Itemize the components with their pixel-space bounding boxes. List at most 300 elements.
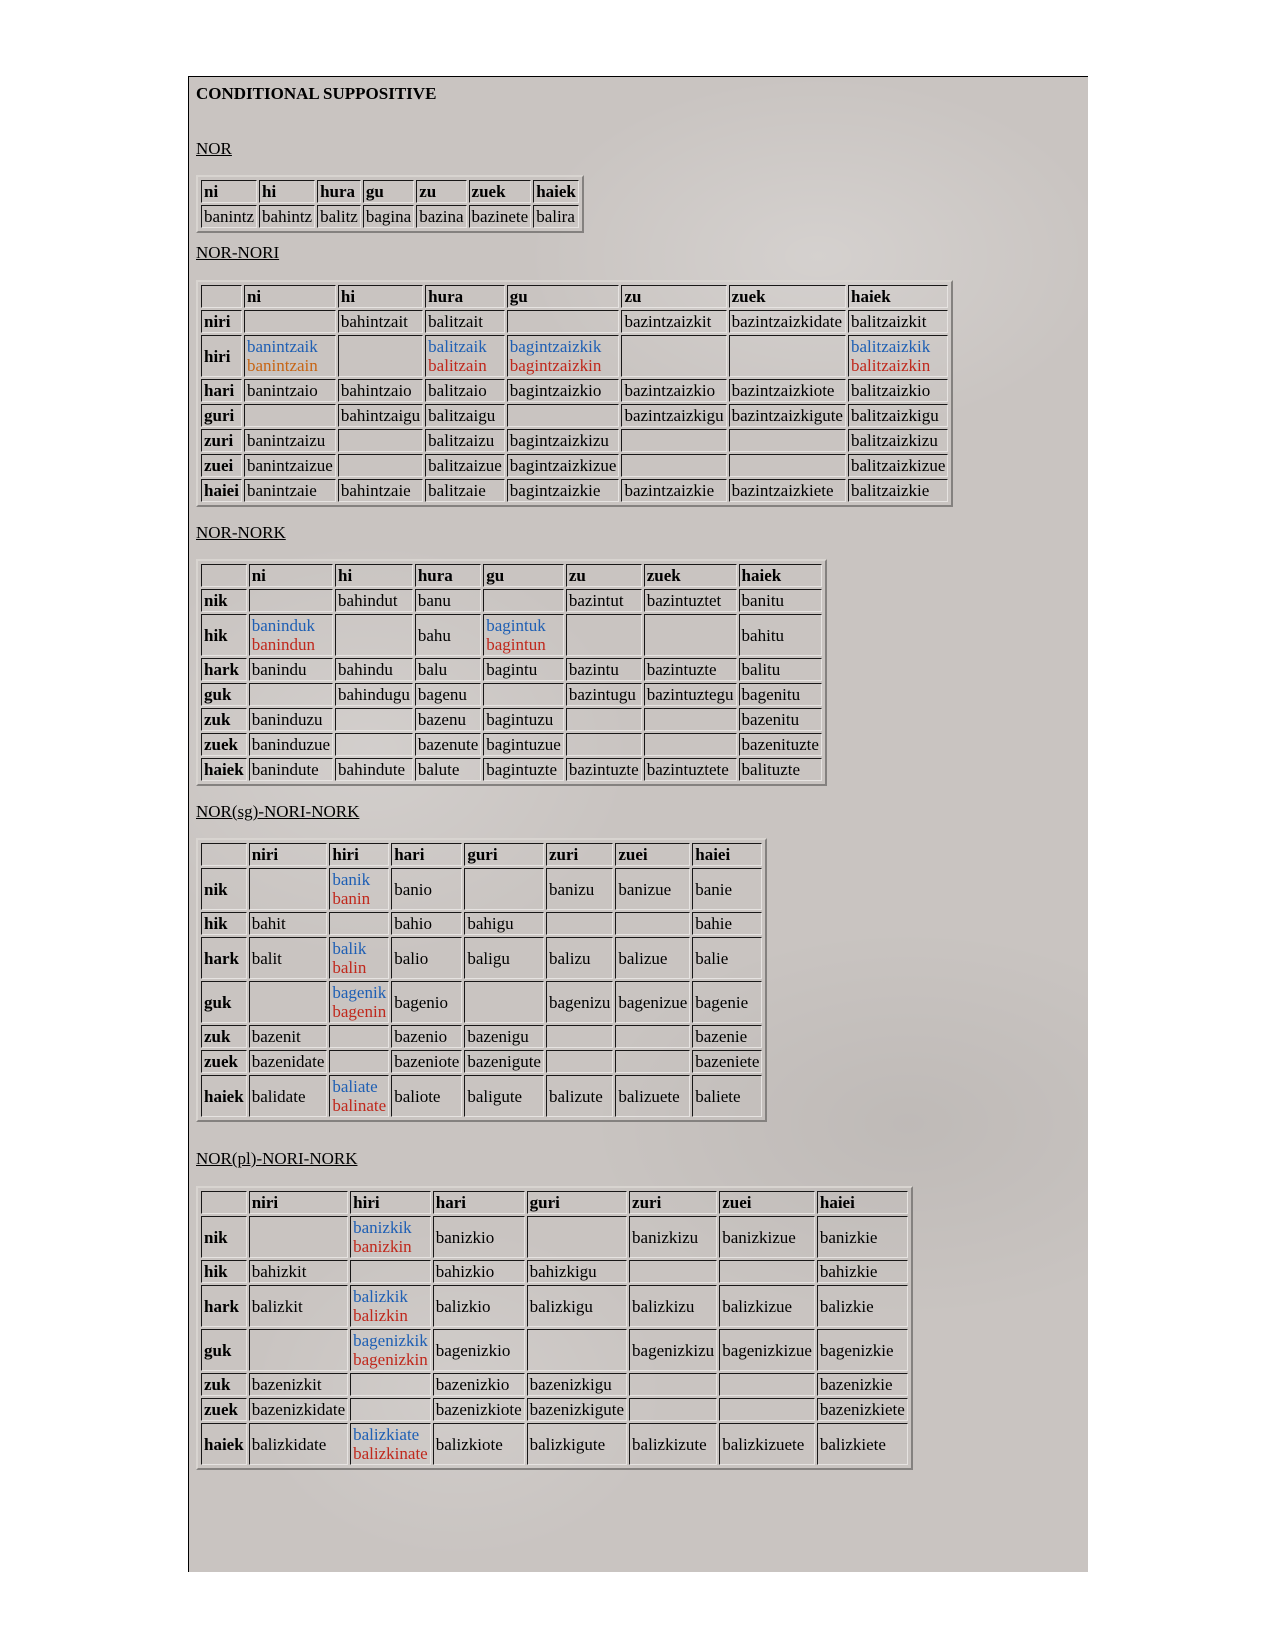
row-header: zuek — [201, 1398, 247, 1421]
table-cell: bagintuzte — [483, 758, 564, 781]
feminine-form: bagenin — [332, 1002, 387, 1021]
table-cell-allocutive — [350, 1423, 431, 1465]
column-header: hi — [259, 180, 315, 203]
row-header: haiek — [201, 1075, 247, 1117]
table-cell: banindute — [249, 758, 333, 781]
table-cell: balizkit — [249, 1285, 348, 1327]
table-cell: baninduzue — [249, 733, 333, 756]
table-cell-allocutive — [483, 614, 564, 656]
masculine-form: baliate — [332, 1077, 378, 1096]
column-header: hura — [317, 180, 361, 203]
row-header: hik — [201, 1260, 247, 1283]
table-cell: bazenizkit — [249, 1373, 348, 1396]
empty-cell — [566, 733, 642, 756]
row-header: zuek — [201, 733, 247, 756]
empty-cell — [249, 1216, 348, 1258]
table-cell: bazintuzte — [566, 758, 642, 781]
table-header — [201, 843, 762, 866]
column-header: gu — [363, 180, 414, 203]
feminine-form: bagintun — [486, 635, 546, 654]
empty-cell — [244, 310, 336, 333]
column-header: zuek — [644, 564, 737, 587]
table-cell: bagenie — [692, 981, 762, 1023]
table-cell: balitzait — [425, 310, 505, 333]
table-cell: balizkizute — [629, 1423, 717, 1465]
table-cell: bazeniete — [692, 1050, 762, 1073]
table-cell: bagintuzue — [483, 733, 564, 756]
empty-cell — [329, 912, 389, 935]
column-header: guri — [464, 843, 544, 866]
table-cell: baligu — [464, 937, 544, 979]
table-cell: balitzaizue — [425, 454, 505, 477]
table-row — [201, 1285, 908, 1327]
table-cell: bazenie — [692, 1025, 762, 1048]
table-cell: bazenizkiete — [817, 1398, 908, 1421]
table-cell: banintzaizu — [244, 429, 336, 452]
table-cell: bazintuztet — [644, 589, 737, 612]
table-row — [201, 1216, 908, 1258]
table-row — [201, 1423, 908, 1465]
table-cell: bagenizkizu — [629, 1329, 717, 1371]
table-cell: balitzaizkizue — [848, 454, 948, 477]
table-row — [201, 1329, 908, 1371]
empty-cell — [621, 335, 726, 377]
empty-cell — [249, 981, 328, 1023]
table-row — [201, 335, 948, 377]
table-cell: balizkizue — [719, 1285, 815, 1327]
column-header: ni — [244, 285, 336, 308]
row-header: nik — [201, 1216, 247, 1258]
table-cell: bahizkit — [249, 1260, 348, 1283]
table-cell: bazintzaizkio — [621, 379, 726, 402]
table-row — [201, 379, 948, 402]
table-row — [201, 454, 948, 477]
table-cell: bazenizkidate — [249, 1398, 348, 1421]
table-cell: baligute — [464, 1075, 544, 1117]
column-header: haiek — [739, 564, 822, 587]
table-cell: bazeniote — [391, 1050, 462, 1073]
table-cell: balizkie — [817, 1285, 908, 1327]
table-cell: balizkizuete — [719, 1423, 815, 1465]
table-cell: balizu — [546, 937, 613, 979]
empty-cell — [729, 429, 846, 452]
table-cell-allocutive — [329, 937, 389, 979]
table-cell: bazintzaizkie — [621, 479, 726, 502]
table-cell: balira — [533, 205, 579, 228]
table-row — [201, 310, 948, 333]
column-header: haiek — [533, 180, 579, 203]
table-header — [201, 564, 822, 587]
table-cell: balizkiote — [433, 1423, 525, 1465]
table-cell: banizkie — [817, 1216, 908, 1258]
row-header: guk — [201, 981, 247, 1023]
table-cell: bahio — [391, 912, 462, 935]
column-header: zuek — [469, 180, 532, 203]
table-cell: bagintzaizkizue — [507, 454, 620, 477]
empty-cell — [464, 981, 544, 1023]
table-cell: bazenizkie — [817, 1373, 908, 1396]
table-cell: bahintzaie — [338, 479, 423, 502]
table-row — [201, 1260, 908, 1283]
table-cell: bahigu — [464, 912, 544, 935]
row-header: niri — [201, 310, 242, 333]
column-header: zu — [621, 285, 726, 308]
table-header — [201, 1191, 908, 1214]
column-header: ni — [201, 180, 257, 203]
table-cell: bazenio — [391, 1025, 462, 1048]
column-header: gu — [507, 285, 620, 308]
empty-cell — [249, 868, 328, 910]
row-header: guk — [201, 683, 247, 706]
masculine-form: balizkiate — [353, 1425, 420, 1444]
masculine-form: banizkik — [353, 1218, 412, 1237]
table-cell: baliote — [391, 1075, 462, 1117]
empty-cell — [527, 1216, 627, 1258]
table-cell: banu — [415, 589, 481, 612]
empty-cell — [249, 683, 333, 706]
table-cell: bazenizkiote — [433, 1398, 525, 1421]
feminine-form: banintzain — [246, 356, 318, 375]
column-header: hiri — [329, 843, 389, 866]
table-cell: bagintzaizkizu — [507, 429, 620, 452]
table-cell: bahintzaigu — [338, 404, 423, 427]
empty-cell — [329, 1050, 389, 1073]
table-row — [201, 981, 762, 1023]
table-cell: balidate — [249, 1075, 328, 1117]
table-body — [201, 589, 822, 781]
empty-cell — [483, 683, 564, 706]
table-cell: balitzaizkizu — [848, 429, 948, 452]
column-header: zuei — [719, 1191, 815, 1214]
table-row — [201, 868, 762, 910]
masculine-form: balitzaik — [428, 337, 487, 356]
table-cell: bagenizu — [546, 981, 613, 1023]
empty-cell — [335, 733, 413, 756]
table-cell: banintzaio — [244, 379, 336, 402]
table-cell: bazenizkigute — [527, 1398, 627, 1421]
table-cell-allocutive — [329, 981, 389, 1023]
table-cell: bazintugu — [566, 683, 642, 706]
corner-cell — [201, 1191, 247, 1214]
table-cell: bazenituzte — [739, 733, 822, 756]
empty-cell — [329, 1025, 389, 1048]
table-cell-allocutive — [329, 868, 389, 910]
table-cell: bazintzaizkiote — [729, 379, 846, 402]
nor-sg-nori-nork-table — [196, 838, 767, 1122]
table-cell: bazinete — [469, 205, 532, 228]
table-cell: balu — [415, 658, 481, 681]
header-row — [201, 180, 579, 203]
header-row — [201, 1191, 908, 1214]
feminine-form: balitzaizkin — [850, 356, 931, 375]
empty-cell — [566, 614, 642, 656]
table-cell: balitu — [739, 658, 822, 681]
table-cell: balit — [249, 937, 328, 979]
nor-nork-table — [196, 559, 827, 786]
table-cell-allocutive — [350, 1285, 431, 1327]
table-cell: bazina — [416, 205, 466, 228]
empty-cell — [350, 1398, 431, 1421]
row-header: zuk — [201, 708, 247, 731]
row-header: haiek — [201, 758, 247, 781]
row-header: haiei — [201, 479, 242, 502]
table-row — [201, 1075, 762, 1117]
feminine-form: balizkinate — [353, 1444, 428, 1463]
row-header: zuk — [201, 1025, 247, 1048]
table-cell: bazenizkio — [433, 1373, 525, 1396]
table-cell: balizkidate — [249, 1423, 348, 1465]
empty-cell — [350, 1260, 431, 1283]
table-cell: banizue — [615, 868, 690, 910]
empty-cell — [507, 404, 620, 427]
table-cell: bahintzaio — [338, 379, 423, 402]
feminine-form: balinate — [332, 1096, 387, 1115]
column-header: zuri — [629, 1191, 717, 1214]
column-header: hura — [425, 285, 505, 308]
masculine-form: bagenik — [332, 983, 387, 1002]
row-header: guri — [201, 404, 242, 427]
table-cell: bagenitu — [739, 683, 822, 706]
table-cell: banie — [692, 868, 762, 910]
table-row — [201, 1025, 762, 1048]
masculine-form: baninduk — [251, 616, 315, 635]
table-cell: bagintzaizkio — [507, 379, 620, 402]
table-cell: baninduzu — [249, 708, 333, 731]
table-cell: balitzaie — [425, 479, 505, 502]
column-header: hura — [415, 564, 481, 587]
table-row — [201, 429, 948, 452]
table-cell-allocutive — [329, 1075, 389, 1117]
column-header: niri — [249, 843, 328, 866]
section-link-nor-pl-nori-nork[interactable]: NOR(pl)-NORI-NORK — [196, 1149, 358, 1168]
table-cell: bagenizkizue — [719, 1329, 815, 1371]
corner-cell — [201, 843, 247, 866]
table-cell: bahizkio — [433, 1260, 525, 1283]
table-cell: bazenitu — [739, 708, 822, 731]
column-header: gu — [483, 564, 564, 587]
empty-cell — [719, 1260, 815, 1283]
table-cell: bahu — [415, 614, 481, 656]
empty-cell — [629, 1398, 717, 1421]
table-body — [201, 310, 948, 502]
table-cell: bahit — [249, 912, 328, 935]
column-header: haiei — [692, 843, 762, 866]
table-row — [201, 205, 579, 228]
table-cell: balie — [692, 937, 762, 979]
row-header: hark — [201, 1285, 247, 1327]
row-header: guk — [201, 1329, 247, 1371]
section-link-nor-sg-nori-nork[interactable]: NOR(sg)-NORI-NORK — [196, 802, 360, 821]
empty-cell — [507, 310, 620, 333]
table-cell: bazenu — [415, 708, 481, 731]
column-header: haiek — [848, 285, 948, 308]
table-cell: banio — [391, 868, 462, 910]
column-header: hi — [335, 564, 413, 587]
section-link-nor-nork[interactable]: NOR-NORK — [196, 523, 286, 542]
empty-cell — [464, 868, 544, 910]
empty-cell — [249, 1329, 348, 1371]
masculine-form: balik — [332, 939, 367, 958]
feminine-form: banizkin — [353, 1237, 412, 1256]
table-cell: balitz — [317, 205, 361, 228]
nor-pl-nori-nork-table — [196, 1186, 913, 1470]
table-cell: balizkizu — [629, 1285, 717, 1327]
corner-cell — [201, 564, 247, 587]
feminine-form: balitzain — [428, 356, 487, 375]
table-cell-allocutive — [507, 335, 620, 377]
empty-cell — [615, 1025, 690, 1048]
table-cell: bahindute — [335, 758, 413, 781]
empty-cell — [338, 335, 423, 377]
empty-cell — [729, 335, 846, 377]
table-row — [201, 937, 762, 979]
empty-cell — [729, 454, 846, 477]
column-header: guri — [527, 1191, 627, 1214]
masculine-form: bagenizkik — [353, 1331, 428, 1350]
header-row — [201, 285, 948, 308]
header-row — [201, 564, 822, 587]
column-header: hiri — [350, 1191, 431, 1214]
table-row — [201, 1373, 908, 1396]
table-row — [201, 758, 822, 781]
section-link-nor-nori[interactable]: NOR-NORI — [196, 243, 280, 262]
table-cell: bagenizkio — [433, 1329, 525, 1371]
table-cell: bahindut — [335, 589, 413, 612]
table-cell: bagina — [363, 205, 414, 228]
row-header: hik — [201, 912, 247, 935]
table-cell: balituzte — [739, 758, 822, 781]
column-header: hi — [338, 285, 423, 308]
empty-cell — [566, 708, 642, 731]
table-body — [201, 1216, 908, 1465]
table-cell: banizkizue — [719, 1216, 815, 1258]
header-row — [201, 843, 762, 866]
table-cell-allocutive — [425, 335, 505, 377]
table-cell: bazintut — [566, 589, 642, 612]
empty-cell — [719, 1373, 815, 1396]
table-cell: balizute — [546, 1075, 613, 1117]
empty-cell — [615, 1050, 690, 1073]
empty-cell — [644, 708, 737, 731]
table-cell: balizkigute — [527, 1423, 627, 1465]
table-cell: bazintzaizkigu — [621, 404, 726, 427]
table-cell: bazenidate — [249, 1050, 328, 1073]
row-header: zuk — [201, 1373, 247, 1396]
table-header — [201, 285, 948, 308]
table-row — [201, 733, 822, 756]
table-cell: balitzaizkit — [848, 310, 948, 333]
table-body — [201, 868, 762, 1117]
page-background — [188, 76, 1088, 1572]
table-cell: bahitu — [739, 614, 822, 656]
empty-cell — [483, 589, 564, 612]
table-cell: bahizkie — [817, 1260, 908, 1283]
row-header: hari — [201, 379, 242, 402]
empty-cell — [335, 708, 413, 731]
table-cell: balizkio — [433, 1285, 525, 1327]
empty-cell — [629, 1373, 717, 1396]
empty-cell — [615, 912, 690, 935]
table-cell: bazintuzte — [644, 658, 737, 681]
column-header: hari — [391, 843, 462, 866]
empty-cell — [644, 614, 737, 656]
table-cell: bagenio — [391, 981, 462, 1023]
table-cell: banizu — [546, 868, 613, 910]
table-cell-allocutive — [848, 335, 948, 377]
corner-cell — [201, 285, 242, 308]
row-header: zuri — [201, 429, 242, 452]
table-cell: bazenigu — [464, 1025, 544, 1048]
table-row — [201, 658, 822, 681]
masculine-form: balitzaizkik — [850, 337, 931, 356]
table-cell: bagenizue — [615, 981, 690, 1023]
table-cell: banintzaizue — [244, 454, 336, 477]
table-cell-allocutive — [350, 1329, 431, 1371]
table-cell: bagenizkie — [817, 1329, 908, 1371]
table-cell-allocutive — [244, 335, 336, 377]
column-header: niri — [249, 1191, 348, 1214]
table-row — [201, 683, 822, 706]
column-header: zu — [416, 180, 466, 203]
table-cell: bahindugu — [335, 683, 413, 706]
empty-cell — [546, 1025, 613, 1048]
table-cell: balitzaizkie — [848, 479, 948, 502]
table-cell: bazenute — [415, 733, 481, 756]
table-row — [201, 1050, 762, 1073]
table-cell: bazintzaizkigute — [729, 404, 846, 427]
table-cell: bazintu — [566, 658, 642, 681]
table-cell: bagintzaizkie — [507, 479, 620, 502]
nor-table-body — [201, 205, 579, 228]
empty-cell — [644, 733, 737, 756]
masculine-form: bagintuk — [486, 616, 546, 635]
table-cell: bahintzait — [338, 310, 423, 333]
column-header: haiei — [817, 1191, 908, 1214]
table-cell: bazenit — [249, 1025, 328, 1048]
empty-cell — [546, 912, 613, 935]
row-header: haiek — [201, 1423, 247, 1465]
nor-table — [196, 175, 584, 233]
table-cell: bahizkigu — [527, 1260, 627, 1283]
table-cell: bagenu — [415, 683, 481, 706]
empty-cell — [249, 589, 333, 612]
table-cell: banitu — [739, 589, 822, 612]
table-cell: banizkio — [433, 1216, 525, 1258]
row-header: zuei — [201, 454, 242, 477]
empty-cell — [338, 454, 423, 477]
feminine-form: banin — [332, 889, 371, 908]
table-cell: bazintzaizkidate — [729, 310, 846, 333]
empty-cell — [527, 1329, 627, 1371]
table-cell: balitzaizu — [425, 429, 505, 452]
table-cell: balitzaio — [425, 379, 505, 402]
column-header: hari — [433, 1191, 525, 1214]
table-cell: baliete — [692, 1075, 762, 1117]
table-cell: bagintuzu — [483, 708, 564, 731]
table-cell: balitzaigu — [425, 404, 505, 427]
row-header: zuek — [201, 1050, 247, 1073]
table-row — [201, 912, 762, 935]
table-cell: banindu — [249, 658, 333, 681]
table-cell: bazintuztegu — [644, 683, 737, 706]
table-row — [201, 479, 948, 502]
table-row — [201, 1398, 908, 1421]
column-header: ni — [249, 564, 333, 587]
section-link-nor[interactable]: NOR — [196, 139, 232, 158]
table-cell: banintz — [201, 205, 257, 228]
table-cell: balio — [391, 937, 462, 979]
page-title: CONDITIONAL SUPPOSITIVE — [196, 84, 437, 103]
